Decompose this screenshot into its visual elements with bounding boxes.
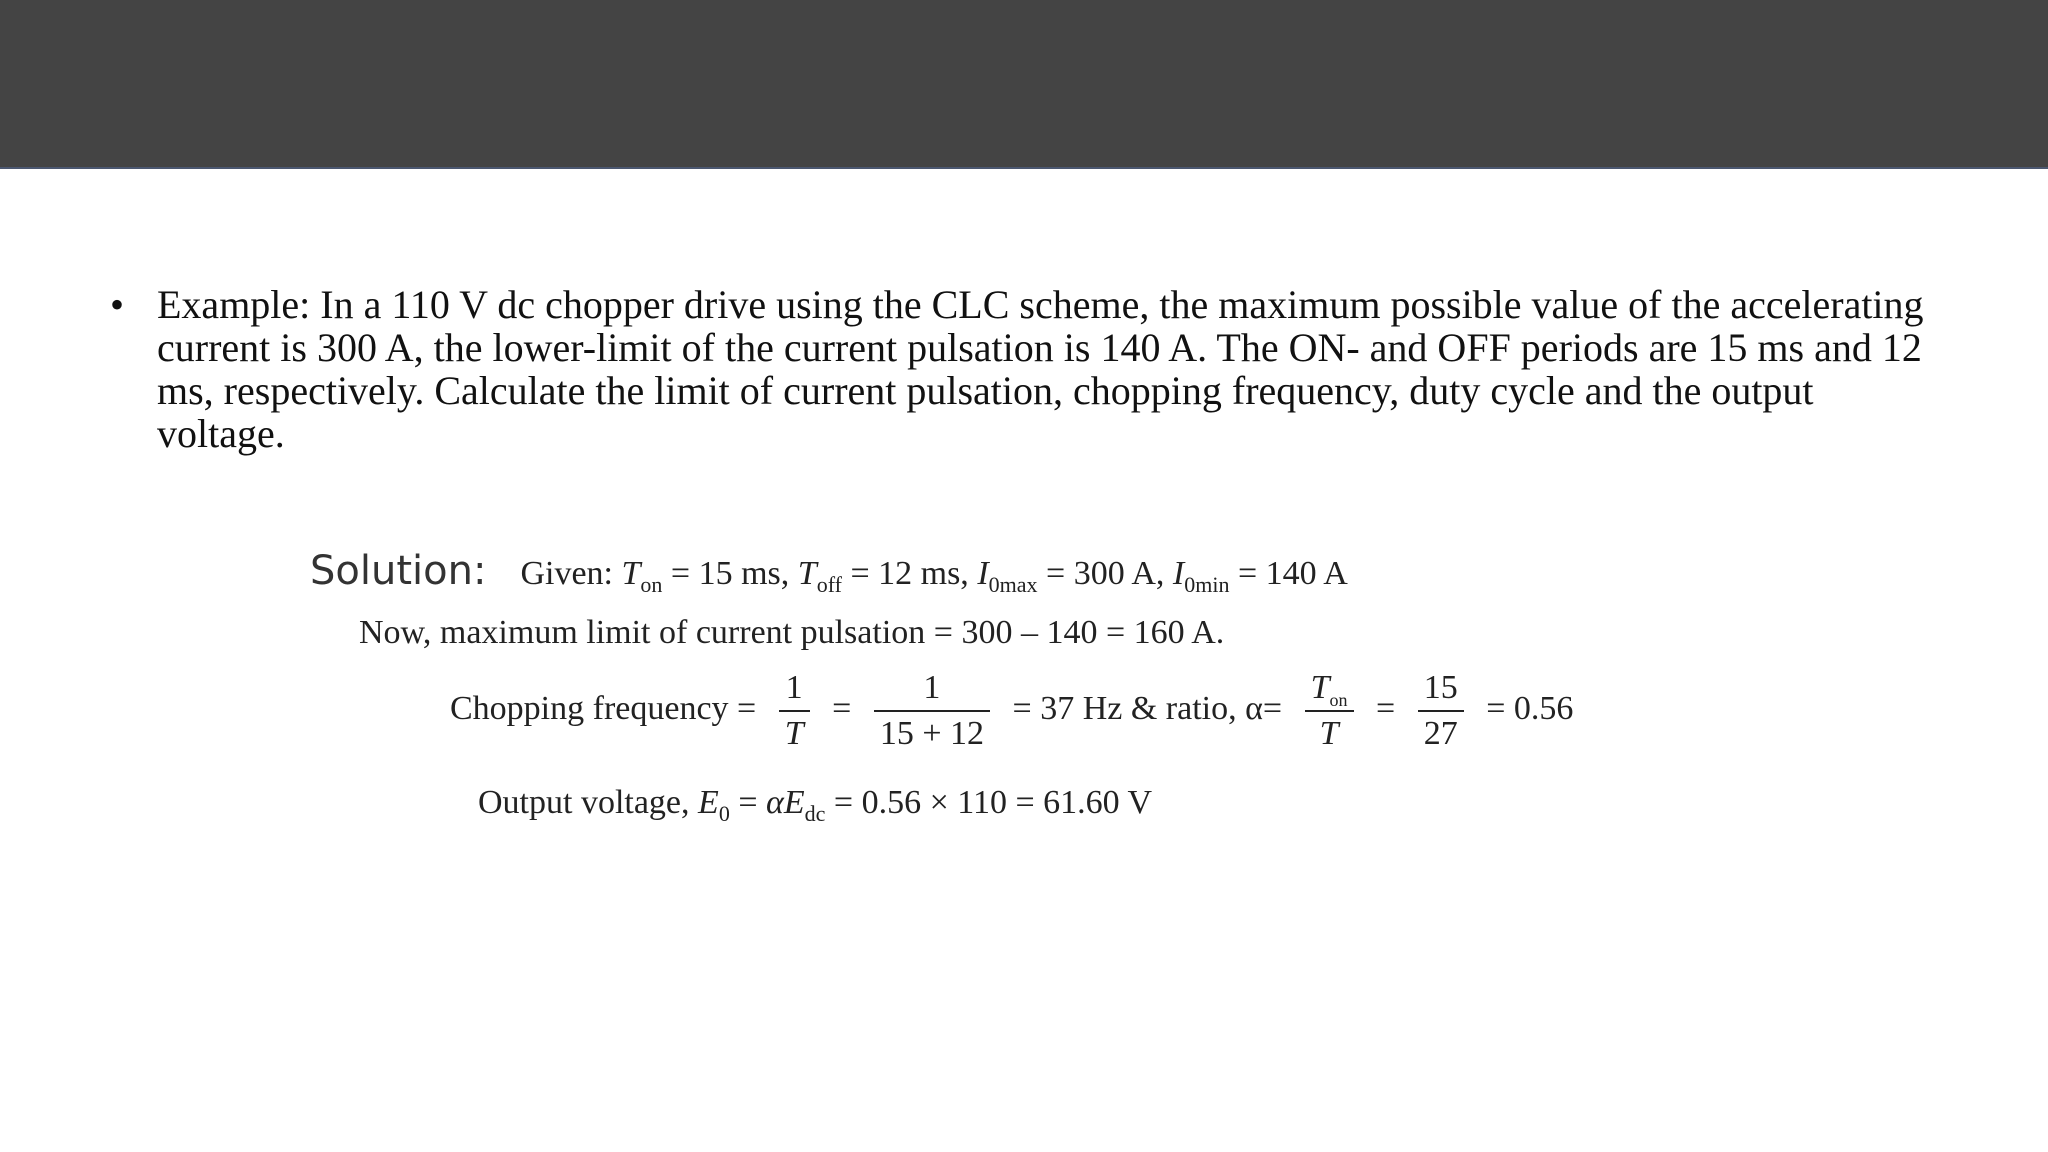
output-voltage-line bbox=[478, 784, 1153, 826]
t-off-sub: off bbox=[816, 572, 842, 597]
solution-block bbox=[310, 548, 1610, 838]
edc-symbol: E bbox=[783, 784, 805, 821]
chopping-label: Chopping frequency = bbox=[450, 689, 757, 727]
e0-symbol: E bbox=[698, 784, 719, 821]
ratio-result: = 0.56 bbox=[1486, 689, 1574, 727]
solution-label: Solution: bbox=[310, 548, 487, 594]
solution-given-line bbox=[310, 548, 1348, 597]
frequency-result: = 37 Hz & ratio, α= bbox=[1012, 689, 1283, 727]
fraction-numerator: 15 bbox=[1418, 668, 1464, 712]
fraction-denominator: 27 bbox=[1423, 715, 1458, 752]
fraction-denominator: 15 + 12 bbox=[879, 715, 985, 752]
fraction-15-over-27 bbox=[1418, 668, 1464, 754]
chopping-line bbox=[450, 668, 1573, 754]
t-on-symbol: T bbox=[1310, 669, 1330, 706]
t-on-value: = 15 ms, bbox=[662, 555, 798, 592]
equals-sign: = bbox=[832, 689, 852, 727]
i-max-value: = 300 A, bbox=[1037, 555, 1173, 592]
output-label: Output voltage, bbox=[478, 784, 690, 821]
t-on-sub: on bbox=[640, 572, 663, 597]
pulsation-line: Now, maximum limit of current pulsation = 300 – 140 = 160 A. bbox=[359, 614, 1225, 651]
fraction-numerator: 1 bbox=[779, 668, 810, 712]
i-min-sub: 0min bbox=[1184, 572, 1230, 597]
fraction-numerator bbox=[1305, 668, 1354, 712]
e0-sub: 0 bbox=[718, 801, 730, 826]
i-min-value: = 140 A bbox=[1229, 555, 1348, 592]
alpha-symbol: α bbox=[766, 784, 784, 821]
example-text: Example: In a 110 V dc chopper drive using the CLC scheme, the maximum possible value of the accelerating current is 300 A, the lower-limit of the current pulsation is 140 A. The ON- and OFF periods are 15 ms and 12 ms, respectively. Calculate the limit of current pulsation, chopping frequency, duty cycle and the output voltage. bbox=[157, 282, 1924, 456]
t-off-value: = 12 ms, bbox=[841, 555, 978, 592]
bullet-dot: • bbox=[110, 282, 125, 327]
equals-sign: = bbox=[729, 784, 766, 821]
given-prefix: Given: bbox=[520, 555, 622, 592]
t-off-symbol: T bbox=[797, 555, 817, 592]
fraction-denominator: T bbox=[784, 715, 804, 752]
t-on-symbol: T bbox=[621, 555, 641, 592]
fraction-denominator: T bbox=[1319, 715, 1339, 752]
i-max-symbol: I bbox=[977, 555, 989, 592]
t-on-sub: on bbox=[1329, 690, 1348, 710]
equals-sign: = bbox=[1376, 689, 1396, 727]
i-max-sub: 0max bbox=[988, 572, 1038, 597]
slide-header-bar bbox=[0, 0, 2048, 169]
fraction-one-over-t bbox=[779, 668, 810, 754]
i-min-symbol: I bbox=[1172, 555, 1185, 592]
fraction-one-over-sum bbox=[874, 668, 990, 754]
output-result: = 0.56 × 110 = 61.60 V bbox=[825, 784, 1153, 821]
fraction-numerator: 1 bbox=[874, 668, 990, 712]
edc-sub: dc bbox=[804, 801, 826, 826]
fraction-ton-over-t bbox=[1305, 668, 1354, 754]
